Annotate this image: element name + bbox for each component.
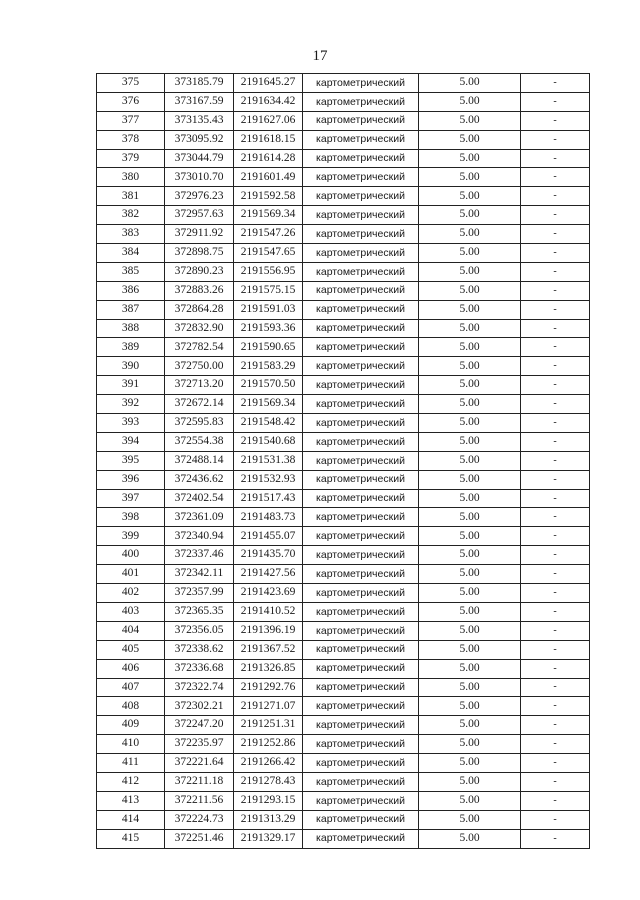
table-row [97, 829, 590, 848]
method-cell: картометрический [303, 92, 419, 111]
method-cell: картометрический [303, 508, 419, 527]
table-row [97, 300, 590, 319]
table-row [97, 281, 590, 300]
accuracy-cell: 5.00 [419, 659, 521, 678]
table-row [97, 735, 590, 754]
point-number-cell: 402 [97, 584, 165, 603]
method-cell: картометрический [303, 678, 419, 697]
method-cell: картометрический [303, 168, 419, 187]
accuracy-cell: 5.00 [419, 225, 521, 244]
method-cell: картометрический [303, 754, 419, 773]
table-row [97, 130, 590, 149]
table-row [97, 338, 590, 357]
note-cell: - [521, 697, 590, 716]
accuracy-cell: 5.00 [419, 92, 521, 111]
note-cell: - [521, 262, 590, 281]
y-coordinate-cell: 2191532.93 [234, 470, 303, 489]
table-row [97, 697, 590, 716]
y-coordinate-cell: 2191435.70 [234, 546, 303, 565]
y-coordinate-cell: 2191590.65 [234, 338, 303, 357]
y-coordinate-cell: 2191313.29 [234, 810, 303, 829]
accuracy-cell: 5.00 [419, 621, 521, 640]
table-row [97, 319, 590, 338]
y-coordinate-cell: 2191423.69 [234, 584, 303, 603]
x-coordinate-cell: 372361.09 [165, 508, 234, 527]
method-cell: картометрический [303, 829, 419, 848]
y-coordinate-cell: 2191569.34 [234, 206, 303, 225]
x-coordinate-cell: 372235.97 [165, 735, 234, 754]
method-cell: картометрический [303, 281, 419, 300]
note-cell: - [521, 621, 590, 640]
method-cell: картометрический [303, 187, 419, 206]
method-cell: картометрический [303, 225, 419, 244]
x-coordinate-cell: 373185.79 [165, 74, 234, 93]
table-row [97, 754, 590, 773]
accuracy-cell: 5.00 [419, 376, 521, 395]
note-cell: - [521, 772, 590, 791]
accuracy-cell: 5.00 [419, 489, 521, 508]
point-number-cell: 394 [97, 432, 165, 451]
coordinates-table-container [96, 73, 589, 849]
y-coordinate-cell: 2191483.73 [234, 508, 303, 527]
note-cell: - [521, 735, 590, 754]
table-row [97, 489, 590, 508]
y-coordinate-cell: 2191278.43 [234, 772, 303, 791]
x-coordinate-cell: 372898.75 [165, 244, 234, 263]
x-coordinate-cell: 372782.54 [165, 338, 234, 357]
table-row [97, 640, 590, 659]
method-cell: картометрический [303, 451, 419, 470]
page-number: 17 [312, 48, 328, 64]
accuracy-cell: 5.00 [419, 262, 521, 281]
x-coordinate-cell: 372356.05 [165, 621, 234, 640]
table-row [97, 508, 590, 527]
accuracy-cell: 5.00 [419, 716, 521, 735]
table-row [97, 546, 590, 565]
y-coordinate-cell: 2191570.50 [234, 376, 303, 395]
accuracy-cell: 5.00 [419, 74, 521, 93]
table-row [97, 168, 590, 187]
y-coordinate-cell: 2191583.29 [234, 357, 303, 376]
point-number-cell: 403 [97, 602, 165, 621]
y-coordinate-cell: 2191252.86 [234, 735, 303, 754]
note-cell: - [521, 584, 590, 603]
method-cell: картометрический [303, 640, 419, 659]
y-coordinate-cell: 2191556.95 [234, 262, 303, 281]
method-cell: картометрический [303, 697, 419, 716]
note-cell: - [521, 338, 590, 357]
point-number-cell: 396 [97, 470, 165, 489]
accuracy-cell: 5.00 [419, 357, 521, 376]
note-cell: - [521, 602, 590, 621]
point-number-cell: 390 [97, 357, 165, 376]
point-number-cell: 391 [97, 376, 165, 395]
point-number-cell: 406 [97, 659, 165, 678]
accuracy-cell: 5.00 [419, 432, 521, 451]
table-row [97, 432, 590, 451]
x-coordinate-cell: 372890.23 [165, 262, 234, 281]
point-number-cell: 414 [97, 810, 165, 829]
method-cell: картометрический [303, 395, 419, 414]
table-row [97, 621, 590, 640]
method-cell: картометрический [303, 130, 419, 149]
method-cell: картометрический [303, 319, 419, 338]
x-coordinate-cell: 372251.46 [165, 829, 234, 848]
method-cell: картометрический [303, 262, 419, 281]
x-coordinate-cell: 372322.74 [165, 678, 234, 697]
table-row [97, 602, 590, 621]
point-number-cell: 411 [97, 754, 165, 773]
note-cell: - [521, 130, 590, 149]
accuracy-cell: 5.00 [419, 584, 521, 603]
x-coordinate-cell: 372247.20 [165, 716, 234, 735]
method-cell: картометрический [303, 244, 419, 263]
accuracy-cell: 5.00 [419, 678, 521, 697]
method-cell: картометрический [303, 414, 419, 433]
y-coordinate-cell: 2191251.31 [234, 716, 303, 735]
note-cell: - [521, 225, 590, 244]
note-cell: - [521, 640, 590, 659]
point-number-cell: 397 [97, 489, 165, 508]
accuracy-cell: 5.00 [419, 565, 521, 584]
y-coordinate-cell: 2191326.85 [234, 659, 303, 678]
y-coordinate-cell: 2191547.26 [234, 225, 303, 244]
y-coordinate-cell: 2191548.42 [234, 414, 303, 433]
note-cell: - [521, 810, 590, 829]
method-cell: картометрический [303, 357, 419, 376]
x-coordinate-cell: 372211.56 [165, 791, 234, 810]
note-cell: - [521, 508, 590, 527]
note-cell: - [521, 319, 590, 338]
x-coordinate-cell: 372832.90 [165, 319, 234, 338]
note-cell: - [521, 829, 590, 848]
note-cell: - [521, 92, 590, 111]
y-coordinate-cell: 2191593.36 [234, 319, 303, 338]
method-cell: картометрический [303, 206, 419, 225]
y-coordinate-cell: 2191396.19 [234, 621, 303, 640]
method-cell: картометрический [303, 527, 419, 546]
x-coordinate-cell: 373135.43 [165, 111, 234, 130]
method-cell: картометрический [303, 659, 419, 678]
accuracy-cell: 5.00 [419, 602, 521, 621]
point-number-cell: 395 [97, 451, 165, 470]
note-cell: - [521, 168, 590, 187]
table-row [97, 74, 590, 93]
point-number-cell: 415 [97, 829, 165, 848]
point-number-cell: 389 [97, 338, 165, 357]
note-cell: - [521, 527, 590, 546]
point-number-cell: 377 [97, 111, 165, 130]
table-row [97, 451, 590, 470]
point-number-cell: 407 [97, 678, 165, 697]
table-row [97, 149, 590, 168]
note-cell: - [521, 678, 590, 697]
point-number-cell: 412 [97, 772, 165, 791]
accuracy-cell: 5.00 [419, 187, 521, 206]
y-coordinate-cell: 2191367.52 [234, 640, 303, 659]
x-coordinate-cell: 372402.54 [165, 489, 234, 508]
x-coordinate-cell: 372864.28 [165, 300, 234, 319]
x-coordinate-cell: 372337.46 [165, 546, 234, 565]
note-cell: - [521, 414, 590, 433]
y-coordinate-cell: 2191540.68 [234, 432, 303, 451]
accuracy-cell: 5.00 [419, 206, 521, 225]
accuracy-cell: 5.00 [419, 281, 521, 300]
x-coordinate-cell: 372554.38 [165, 432, 234, 451]
accuracy-cell: 5.00 [419, 300, 521, 319]
note-cell: - [521, 187, 590, 206]
point-number-cell: 413 [97, 791, 165, 810]
accuracy-cell: 5.00 [419, 527, 521, 546]
x-coordinate-cell: 372221.64 [165, 754, 234, 773]
point-number-cell: 379 [97, 149, 165, 168]
note-cell: - [521, 111, 590, 130]
point-number-cell: 375 [97, 74, 165, 93]
table-row [97, 111, 590, 130]
accuracy-cell: 5.00 [419, 111, 521, 130]
accuracy-cell: 5.00 [419, 451, 521, 470]
point-number-cell: 400 [97, 546, 165, 565]
y-coordinate-cell: 2191547.65 [234, 244, 303, 263]
method-cell: картометрический [303, 772, 419, 791]
table-row [97, 565, 590, 584]
x-coordinate-cell: 372365.35 [165, 602, 234, 621]
y-coordinate-cell: 2191271.07 [234, 697, 303, 716]
point-number-cell: 382 [97, 206, 165, 225]
x-coordinate-cell: 372713.20 [165, 376, 234, 395]
y-coordinate-cell: 2191427.56 [234, 565, 303, 584]
method-cell: картометрический [303, 791, 419, 810]
table-row [97, 357, 590, 376]
x-coordinate-cell: 372336.68 [165, 659, 234, 678]
note-cell: - [521, 206, 590, 225]
note-cell: - [521, 470, 590, 489]
method-cell: картометрический [303, 489, 419, 508]
y-coordinate-cell: 2191614.28 [234, 149, 303, 168]
method-cell: картометрический [303, 716, 419, 735]
y-coordinate-cell: 2191569.34 [234, 395, 303, 414]
note-cell: - [521, 451, 590, 470]
note-cell: - [521, 791, 590, 810]
x-coordinate-cell: 373010.70 [165, 168, 234, 187]
table-row [97, 414, 590, 433]
table-row [97, 92, 590, 111]
point-number-cell: 409 [97, 716, 165, 735]
accuracy-cell: 5.00 [419, 149, 521, 168]
method-cell: картометрический [303, 470, 419, 489]
method-cell: картометрический [303, 735, 419, 754]
x-coordinate-cell: 372211.18 [165, 772, 234, 791]
y-coordinate-cell: 2191293.15 [234, 791, 303, 810]
x-coordinate-cell: 372911.92 [165, 225, 234, 244]
method-cell: картометрический [303, 621, 419, 640]
table-row [97, 225, 590, 244]
note-cell: - [521, 432, 590, 451]
accuracy-cell: 5.00 [419, 735, 521, 754]
method-cell: картометрический [303, 300, 419, 319]
accuracy-cell: 5.00 [419, 470, 521, 489]
note-cell: - [521, 357, 590, 376]
point-number-cell: 385 [97, 262, 165, 281]
note-cell: - [521, 659, 590, 678]
accuracy-cell: 5.00 [419, 244, 521, 263]
point-number-cell: 404 [97, 621, 165, 640]
point-number-cell: 392 [97, 395, 165, 414]
note-cell: - [521, 716, 590, 735]
x-coordinate-cell: 372750.00 [165, 357, 234, 376]
table-row [97, 716, 590, 735]
point-number-cell: 388 [97, 319, 165, 338]
accuracy-cell: 5.00 [419, 791, 521, 810]
x-coordinate-cell: 372488.14 [165, 451, 234, 470]
note-cell: - [521, 565, 590, 584]
y-coordinate-cell: 2191531.38 [234, 451, 303, 470]
x-coordinate-cell: 373167.59 [165, 92, 234, 111]
table-row [97, 187, 590, 206]
table-row [97, 244, 590, 263]
table-row [97, 470, 590, 489]
accuracy-cell: 5.00 [419, 772, 521, 791]
table-row [97, 659, 590, 678]
accuracy-cell: 5.00 [419, 697, 521, 716]
table-row [97, 772, 590, 791]
note-cell: - [521, 395, 590, 414]
coordinates-table [96, 73, 590, 849]
y-coordinate-cell: 2191410.52 [234, 602, 303, 621]
accuracy-cell: 5.00 [419, 508, 521, 527]
y-coordinate-cell: 2191329.17 [234, 829, 303, 848]
table-row [97, 527, 590, 546]
method-cell: картометрический [303, 74, 419, 93]
note-cell: - [521, 546, 590, 565]
table-row [97, 678, 590, 697]
y-coordinate-cell: 2191601.49 [234, 168, 303, 187]
accuracy-cell: 5.00 [419, 414, 521, 433]
table-row [97, 584, 590, 603]
table-body [97, 74, 590, 849]
accuracy-cell: 5.00 [419, 810, 521, 829]
point-number-cell: 380 [97, 168, 165, 187]
x-coordinate-cell: 372883.26 [165, 281, 234, 300]
method-cell: картометрический [303, 432, 419, 451]
y-coordinate-cell: 2191575.15 [234, 281, 303, 300]
x-coordinate-cell: 372342.11 [165, 565, 234, 584]
note-cell: - [521, 74, 590, 93]
method-cell: картометрический [303, 565, 419, 584]
x-coordinate-cell: 372224.73 [165, 810, 234, 829]
accuracy-cell: 5.00 [419, 130, 521, 149]
x-coordinate-cell: 372436.62 [165, 470, 234, 489]
y-coordinate-cell: 2191645.27 [234, 74, 303, 93]
y-coordinate-cell: 2191266.42 [234, 754, 303, 773]
table-row [97, 262, 590, 281]
point-number-cell: 399 [97, 527, 165, 546]
point-number-cell: 387 [97, 300, 165, 319]
accuracy-cell: 5.00 [419, 546, 521, 565]
x-coordinate-cell: 372957.63 [165, 206, 234, 225]
point-number-cell: 408 [97, 697, 165, 716]
y-coordinate-cell: 2191618.15 [234, 130, 303, 149]
point-number-cell: 401 [97, 565, 165, 584]
note-cell: - [521, 244, 590, 263]
point-number-cell: 384 [97, 244, 165, 263]
x-coordinate-cell: 372976.23 [165, 187, 234, 206]
point-number-cell: 383 [97, 225, 165, 244]
x-coordinate-cell: 372340.94 [165, 527, 234, 546]
y-coordinate-cell: 2191292.76 [234, 678, 303, 697]
x-coordinate-cell: 372595.83 [165, 414, 234, 433]
accuracy-cell: 5.00 [419, 754, 521, 773]
note-cell: - [521, 300, 590, 319]
table-row [97, 395, 590, 414]
method-cell: картометрический [303, 111, 419, 130]
note-cell: - [521, 281, 590, 300]
y-coordinate-cell: 2191627.06 [234, 111, 303, 130]
table-row [97, 376, 590, 395]
y-coordinate-cell: 2191591.03 [234, 300, 303, 319]
x-coordinate-cell: 373044.79 [165, 149, 234, 168]
point-number-cell: 393 [97, 414, 165, 433]
accuracy-cell: 5.00 [419, 168, 521, 187]
method-cell: картометрический [303, 810, 419, 829]
method-cell: картометрический [303, 338, 419, 357]
x-coordinate-cell: 372338.62 [165, 640, 234, 659]
method-cell: картометрический [303, 546, 419, 565]
method-cell: картометрический [303, 376, 419, 395]
accuracy-cell: 5.00 [419, 319, 521, 338]
table-row [97, 791, 590, 810]
accuracy-cell: 5.00 [419, 640, 521, 659]
method-cell: картометрический [303, 149, 419, 168]
point-number-cell: 376 [97, 92, 165, 111]
x-coordinate-cell: 372357.99 [165, 584, 234, 603]
table-row [97, 206, 590, 225]
point-number-cell: 378 [97, 130, 165, 149]
point-number-cell: 386 [97, 281, 165, 300]
point-number-cell: 398 [97, 508, 165, 527]
x-coordinate-cell: 372672.14 [165, 395, 234, 414]
y-coordinate-cell: 2191455.07 [234, 527, 303, 546]
point-number-cell: 410 [97, 735, 165, 754]
method-cell: картометрический [303, 602, 419, 621]
y-coordinate-cell: 2191517.43 [234, 489, 303, 508]
note-cell: - [521, 489, 590, 508]
table-row [97, 810, 590, 829]
x-coordinate-cell: 373095.92 [165, 130, 234, 149]
y-coordinate-cell: 2191592.58 [234, 187, 303, 206]
y-coordinate-cell: 2191634.42 [234, 92, 303, 111]
method-cell: картометрический [303, 584, 419, 603]
point-number-cell: 381 [97, 187, 165, 206]
accuracy-cell: 5.00 [419, 338, 521, 357]
note-cell: - [521, 376, 590, 395]
note-cell: - [521, 149, 590, 168]
x-coordinate-cell: 372302.21 [165, 697, 234, 716]
accuracy-cell: 5.00 [419, 395, 521, 414]
point-number-cell: 405 [97, 640, 165, 659]
note-cell: - [521, 754, 590, 773]
accuracy-cell: 5.00 [419, 829, 521, 848]
